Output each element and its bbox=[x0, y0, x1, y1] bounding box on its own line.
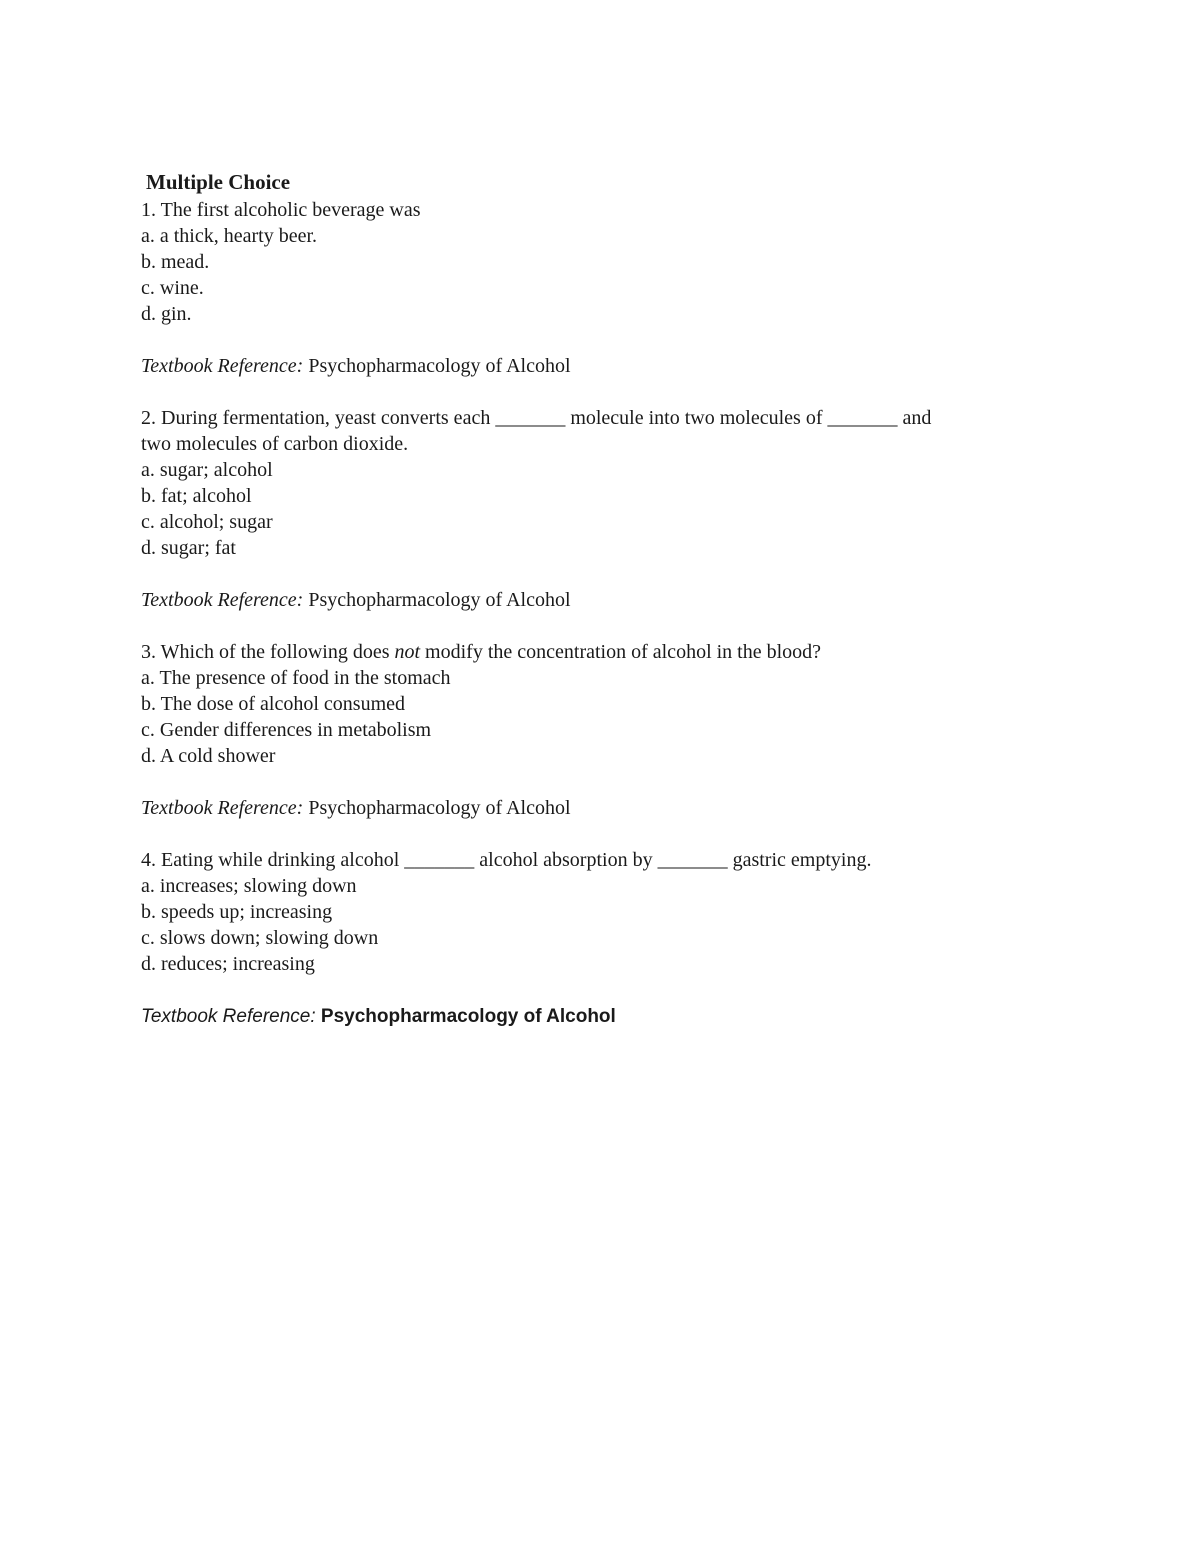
reference-text: Psychopharmacology of Alcohol bbox=[315, 1006, 616, 1027]
question-4 bbox=[141, 847, 1041, 1030]
answer-option-d: d. reduces; increasing bbox=[141, 953, 315, 975]
answer-option-c: c. alcohol; sugar bbox=[141, 511, 273, 533]
reference-label: Textbook Reference: bbox=[141, 797, 304, 819]
answer-option-a: a. The presence of food in the stomach bbox=[141, 667, 451, 689]
answer-option-c: c. Gender differences in metabolism bbox=[141, 719, 432, 741]
reference-text: Psychopharmacology of Alcohol bbox=[303, 797, 571, 819]
answer-option-b: b. mead. bbox=[141, 251, 210, 273]
reference-text: Psychopharmacology of Alcohol bbox=[303, 589, 571, 611]
reference-label: Textbook Reference: bbox=[141, 355, 304, 377]
question-3 bbox=[141, 639, 1041, 847]
reference-text: Psychopharmacology of Alcohol bbox=[303, 355, 571, 377]
textbook-reference bbox=[141, 587, 1041, 613]
reference-label: Textbook Reference: bbox=[141, 589, 304, 611]
answer-option-b: b. fat; alcohol bbox=[141, 485, 252, 507]
textbook-reference bbox=[141, 353, 1041, 379]
answer-option-b: b. speeds up; increasing bbox=[141, 901, 333, 923]
answer-option-a: a. a thick, hearty beer. bbox=[141, 225, 318, 247]
question-stem: 1. The first alcoholic beverage was bbox=[141, 199, 421, 221]
question-1 bbox=[141, 197, 1041, 405]
question-stem-line-1: 2. During fermentation, yeast converts each _______ molecule into two molecules of _______ and bbox=[141, 407, 932, 429]
question-stem bbox=[141, 639, 1041, 665]
answer-option-d: d. sugar; fat bbox=[141, 537, 236, 559]
document-content bbox=[141, 168, 1041, 1030]
textbook-reference bbox=[141, 795, 1041, 821]
question-2 bbox=[141, 405, 1041, 639]
answer-option-c: c. slows down; slowing down bbox=[141, 927, 379, 949]
answer-option-d: d. A cold shower bbox=[141, 745, 276, 767]
question-stem: 4. Eating while drinking alcohol _______ alcohol absorption by _______ gastric emptying. bbox=[141, 849, 872, 871]
reference-label: Textbook Reference: bbox=[141, 1006, 316, 1027]
answer-option-b: b. The dose of alcohol consumed bbox=[141, 693, 406, 715]
answer-option-d: d. gin. bbox=[141, 303, 192, 325]
answer-option-a: a. increases; slowing down bbox=[141, 875, 357, 897]
textbook-reference bbox=[141, 1003, 1041, 1030]
section-heading: Multiple Choice bbox=[146, 170, 291, 194]
stem-part-1: 3. Which of the following does bbox=[141, 641, 395, 663]
question-stem-line-2: two molecules of carbon dioxide. bbox=[141, 433, 409, 455]
answer-option-c: c. wine. bbox=[141, 277, 204, 299]
answer-option-a: a. sugar; alcohol bbox=[141, 459, 273, 481]
stem-part-2: modify the concentration of alcohol in the blood? bbox=[420, 641, 822, 663]
stem-emphasis: not bbox=[394, 641, 421, 663]
